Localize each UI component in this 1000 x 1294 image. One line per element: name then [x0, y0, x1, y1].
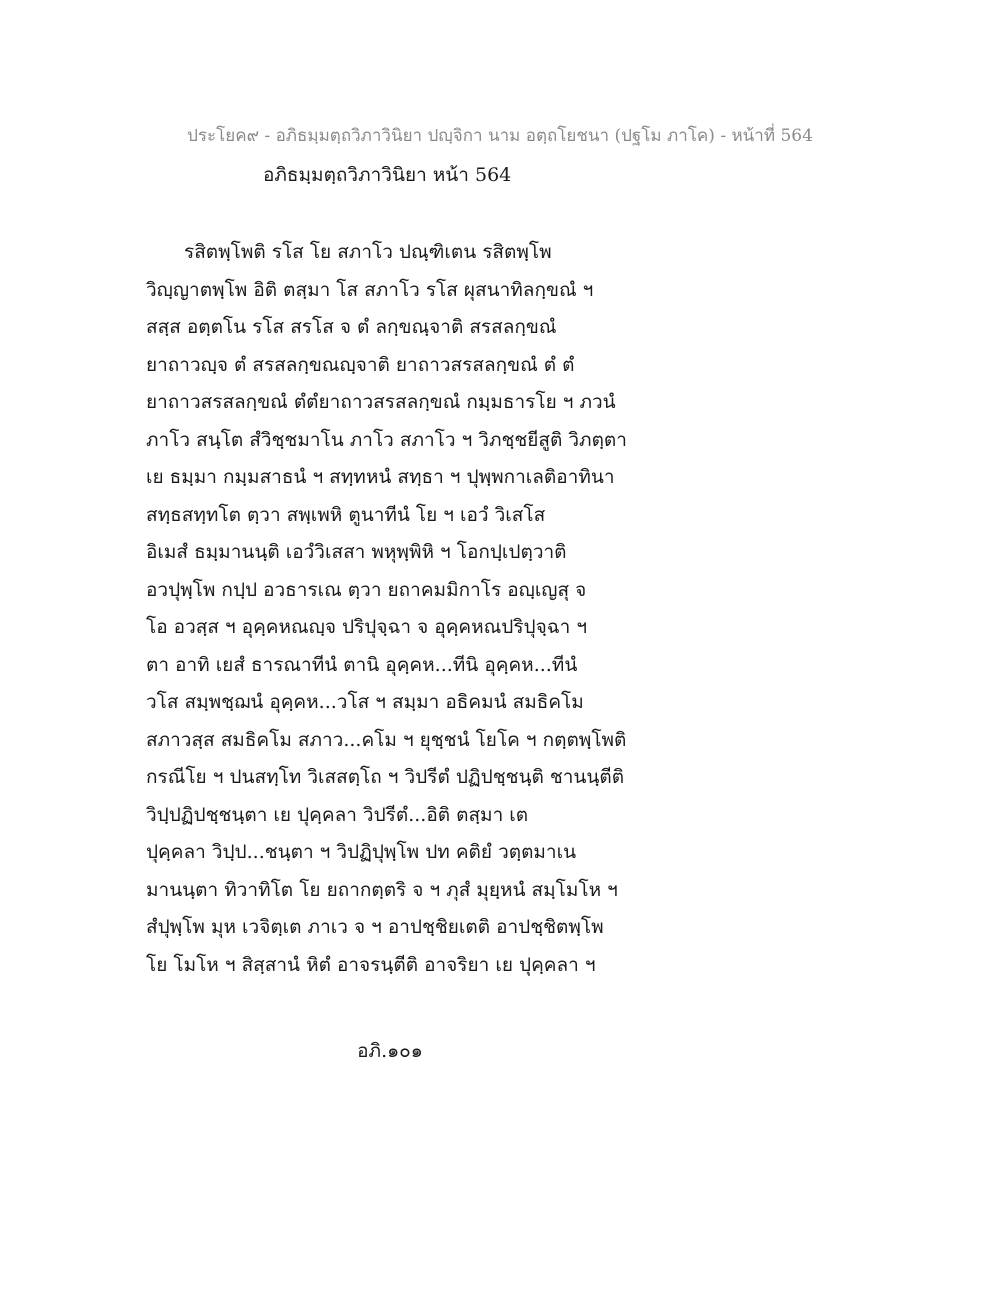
text-line: มานนฺตา ทิวาทิโต โย ยถากตฺตริ จ ฯ ภุสํ มุยฺหนํ สมฺโมโห ฯ: [146, 878, 618, 901]
text-line: โอ อวสฺส ฯ อุคฺคหณญฺจ ปริปุจฺฉา จ อุคฺคหณปริปุจฺฉา ฯ: [146, 616, 588, 638]
text-line: สํปุพฺโพ มุห เวจิตฺเต ภาเว จ ฯ อาปชฺชิยเตติ อาปชฺชิตพฺโพ: [146, 916, 604, 938]
page-signature: อภิ.๑๐๑: [357, 1040, 423, 1062]
text-line: อิเมสํ ธมฺมานนฺติ เอวํวิเสสา พหุพฺพิหิ ฯ โอกปฺเปตฺวาติ: [146, 541, 567, 563]
text-line: ภาโว สนฺโต สํวิชฺชมาโน ภาโว สภาโว ฯ วิภชฺชยีสูติ วิภตฺตา: [146, 428, 627, 451]
text-line: กรณีโย ฯ ปนสทฺโท วิเสสตฺโถ ฯ วิปรีตํ ปฏิปชฺชนฺติ ชานนฺตีติ: [146, 766, 625, 788]
text-line: อวปุพฺโพ กปฺป อวธารเณ ตฺวา ยถาคมมิกาโร อญฺเญสุ จ: [146, 578, 587, 601]
text-line: เย ธมฺมา กมฺมสาธนํ ฯ สทฺทหนํ สทฺธา ฯ ปุพฺพกาเลติอาทินา: [146, 466, 615, 488]
text-line: ปุคฺคลา วิปฺป...ชนฺตา ฯ วิปฏิปุพฺโพ ปท คติยํ วตฺตมาเน: [146, 841, 577, 863]
page-title: อภิธมฺมตฺถวิภาวินิยา หน้า 564: [263, 164, 512, 186]
text-line: สทฺธสทฺทโต ตฺวา สพฺเพหิ ตูนาทีนํ โย ฯ เอวํ วิเสโส: [146, 503, 546, 526]
text-line: วิญฺญาตพฺโพ อิติ ตสฺมา โส สภาโว รโส ผุสนาทิลกฺขณํ ฯ: [146, 278, 594, 301]
text-line: ตา อาทิ เยสํ ธารณาทีนํ ตานิ อุคฺคห...ทีนิ อุคฺคห...ทีนํ: [146, 653, 578, 676]
text-line: วิปฺปฏิปชฺชนฺตา เย ปุคฺคลา วิปรีตํ...อิติ ตสฺมา เต: [146, 803, 529, 826]
text-line: ยาถาวญฺจ ตํ สรสลกฺขณญฺจาติ ยาถาวสรสลกฺขณํ ตํ ตํ: [146, 353, 575, 376]
text-line: ยาถาวสรสลกฺขณํ ตํตํยาถาวสรสลกฺขณํ กมฺมธารโย ฯ ภวนํ: [146, 391, 616, 413]
text-line: โย โมโห ฯ สิสฺสานํ หิตํ อาจรนฺตีติ อาจริยา เย ปุคฺคลา ฯ: [146, 953, 596, 976]
body-text: [146, 234, 706, 984]
text-line: วโส สมฺพชฺฌนํ อุคฺคห...วโส ฯ สมฺมา อธิคมนํ สมธิคโม: [146, 691, 584, 713]
text-line: สภาวสฺส สมธิคโม สภาว...คโม ฯ ยุชฺชนํ โยโค ฯ กตฺตพฺโพติ: [146, 728, 627, 751]
text-line: สสฺส อตฺตโน รโส สรโส จ ตํ ลกฺขณฺจาติ สรสลกฺขณํ: [146, 316, 557, 338]
text-line: รสิตพฺโพติ รโส โย สภาโว ปณฺฑิเตน รสิตพฺโพ: [184, 241, 552, 263]
running-header: ประโยค๙ - อภิธมฺมตฺถวิภาวินิยา ปญฺจิกา นาม อตฺถโยชนา (ปฐโม ภาโค) - หน้าที่ 564: [187, 126, 813, 146]
